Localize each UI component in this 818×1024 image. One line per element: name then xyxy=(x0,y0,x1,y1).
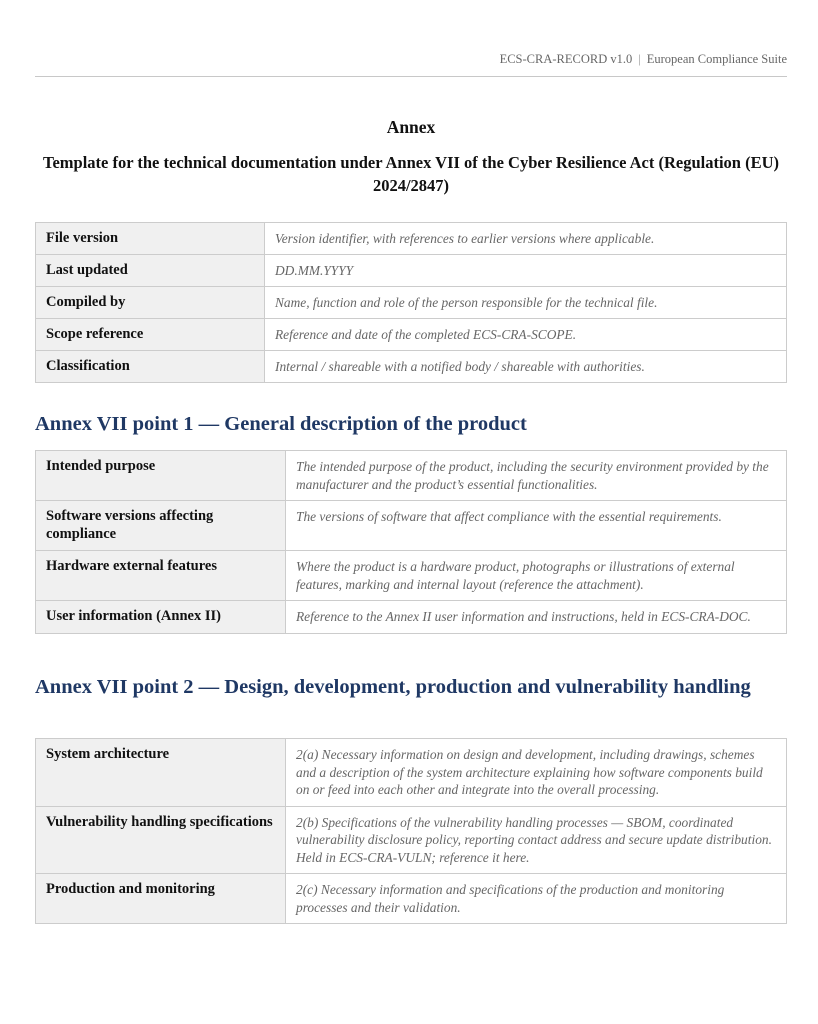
row-label: Production and monitoring xyxy=(36,874,286,924)
document-id: ECS-CRA-RECORD v1.0 xyxy=(499,52,633,66)
row-label: Vulnerability handling specifications xyxy=(36,806,286,874)
row-value[interactable]: Reference and date of the completed ECS-CRA-SCOPE. xyxy=(265,319,787,351)
annex-title: Annex xyxy=(386,117,436,137)
row-value[interactable]: 2(c) Necessary information and specifications of the production and monitoring processes and their validation. xyxy=(286,874,787,924)
table-row xyxy=(36,551,787,601)
row-label: Intended purpose xyxy=(36,451,286,501)
table-row xyxy=(36,874,787,924)
table-row xyxy=(36,287,787,319)
row-value[interactable]: Where the product is a hardware product, photographs or illustrations of external features, marking and internal layout (reference the attachment). xyxy=(286,551,787,601)
table-row xyxy=(36,255,787,287)
row-value[interactable]: 2(b) Specifications of the vulnerability handling processes — SBOM, coordinated vulnerability disclosure policy, reporting contact address and secure update distribution. Held in ECS-CRA-VULN; reference it here. xyxy=(286,806,787,874)
row-label: User information (Annex II) xyxy=(36,601,286,634)
table-row xyxy=(36,223,787,255)
row-value[interactable]: Name, function and role of the person responsible for the technical file. xyxy=(265,287,787,319)
header-separator: | xyxy=(638,52,641,66)
table-row xyxy=(36,806,787,874)
table-row xyxy=(36,601,787,634)
metadata-table xyxy=(35,222,787,383)
row-label: System architecture xyxy=(36,739,286,807)
running-header xyxy=(35,52,787,77)
row-value[interactable]: The versions of software that affect compliance with the essential requirements. xyxy=(286,501,787,551)
table-row xyxy=(36,739,787,807)
suite-name: European Compliance Suite xyxy=(646,52,787,66)
section-2-heading: Annex VII point 2 — Design, development, production and vulnerability handling xyxy=(35,676,751,698)
table-row xyxy=(36,451,787,501)
row-value[interactable]: 2(a) Necessary information on design and development, including drawings, schemes and a description of the system architecture explaining how software components build on or feed into each other and integrate into the overall processing. xyxy=(286,739,787,807)
row-value[interactable]: Internal / shareable with a notified body / shareable with authorities. xyxy=(265,351,787,383)
table-row xyxy=(36,319,787,351)
row-value[interactable]: The intended purpose of the product, including the security environment provided by the manufacturer and the product’s essential functionalities. xyxy=(286,451,787,501)
table-row xyxy=(36,501,787,551)
row-value[interactable]: Version identifier, with references to earlier versions where applicable. xyxy=(265,223,787,255)
row-label: File version xyxy=(36,223,265,255)
document-subtitle: Template for the technical documentation under Annex VII of the Cyber Resilience Act (Regulation (EU) 2024/2847) xyxy=(42,153,780,195)
row-label: Classification xyxy=(36,351,265,383)
row-value[interactable]: Reference to the Annex II user information and instructions, held in ECS-CRA-DOC. xyxy=(286,601,787,634)
row-label: Compiled by xyxy=(36,287,265,319)
section-1-table xyxy=(35,450,787,634)
row-label: Last updated xyxy=(36,255,265,287)
section-2-table xyxy=(35,738,787,924)
row-label: Software versions affecting compliance xyxy=(36,501,286,551)
table-row xyxy=(36,351,787,383)
row-label: Hardware external features xyxy=(36,551,286,601)
section-1-heading: Annex VII point 1 — General description of the product xyxy=(35,413,527,435)
row-label: Scope reference xyxy=(36,319,265,351)
row-value[interactable]: DD.MM.YYYY xyxy=(265,255,787,287)
